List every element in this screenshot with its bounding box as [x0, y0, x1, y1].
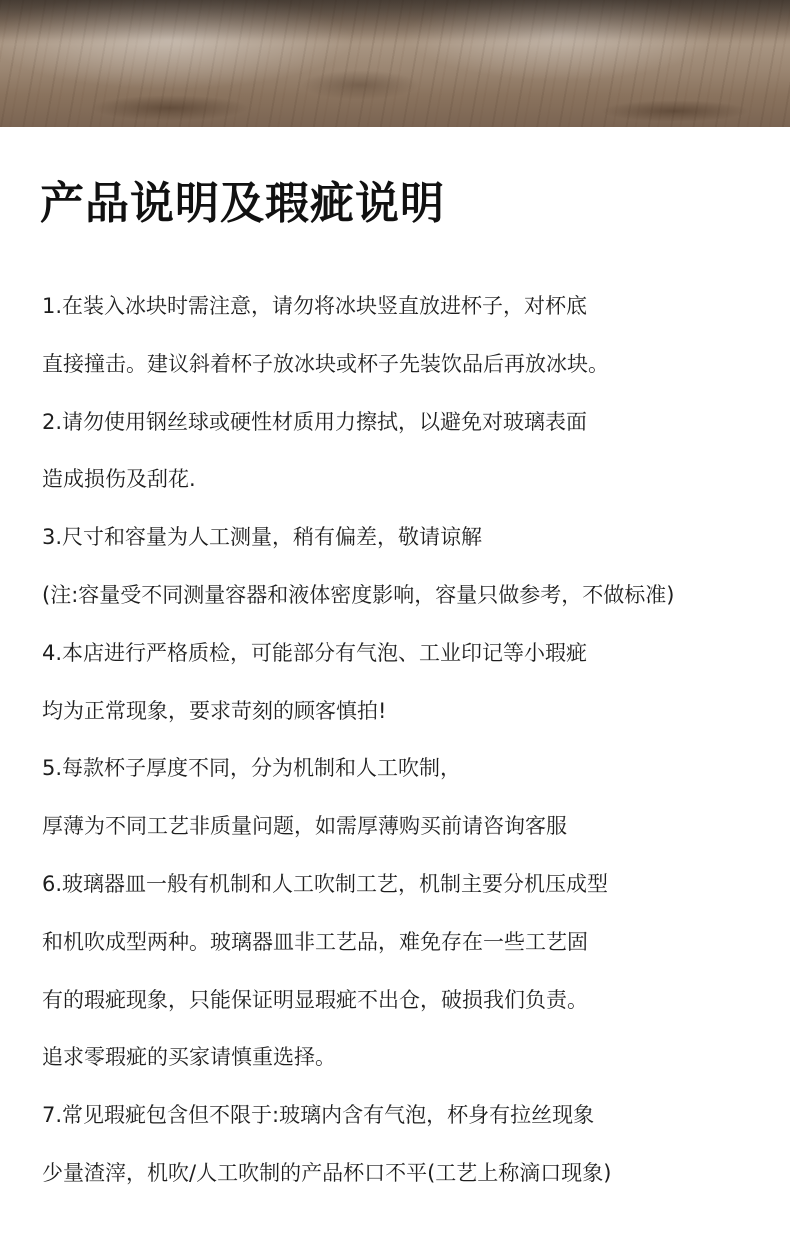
note-line: 7.常见瑕疵包含但不限于:玻璃内含有气泡，杯身有拉丝现象: [42, 1103, 595, 1128]
note-line: 4.本店进行严格质检，可能部分有气泡、工业印记等小瑕疵: [42, 640, 588, 665]
wood-knot-decoration: [90, 95, 250, 121]
note-line: 有的瑕疵现象，只能保证明显瑕疵不出仓，破损我们负责。: [42, 987, 588, 1012]
note-line: 和机吹成型两种。玻璃器皿非工艺品，难免存在一些工艺固: [42, 929, 588, 954]
product-notes-list: [42, 286, 782, 1211]
note-line: 1.在装入冰块时需注意，请勿将冰块竖直放进杯子，对杯底: [42, 294, 588, 318]
wood-texture-banner: [0, 0, 790, 127]
note-line: 6.玻璃器皿一般有机制和人工吹制工艺，机制主要分机压成型: [42, 871, 609, 896]
note-line: 3.尺寸和容量为人工测量，稍有偏差，敬请谅解: [42, 525, 483, 550]
note-line: 5.每款杯子厚度不同，分为机制和人工吹制，: [42, 756, 462, 781]
note-line: 直接撞击。建议斜着杯子放冰块或杯子先装饮品后再放冰块。: [42, 351, 609, 376]
note-line: 追求零瑕疵的买家请慎重选择。: [42, 1045, 336, 1070]
note-line: 厚薄为不同工艺非质量问题，如需厚薄购买前请咨询客服: [42, 814, 567, 839]
page-title: 产品说明及瑕疵说明: [40, 178, 445, 229]
note-line: 均为正常现象，要求苛刻的顾客慎拍!: [42, 698, 387, 723]
note-line: 造成损伤及刮花.: [42, 467, 196, 492]
note-line: 2.请勿使用钢丝球或硬性材质用力擦拭，以避免对玻璃表面: [42, 409, 588, 434]
wood-knot-decoration: [600, 100, 750, 122]
note-line: 少量渣滓，机吹/人工吹制的产品杯口不平(工艺上称滴口现象): [42, 1160, 612, 1185]
note-line: (注:容量受不同测量容器和液体密度影响，容量只做参考，不做标准): [42, 582, 675, 607]
